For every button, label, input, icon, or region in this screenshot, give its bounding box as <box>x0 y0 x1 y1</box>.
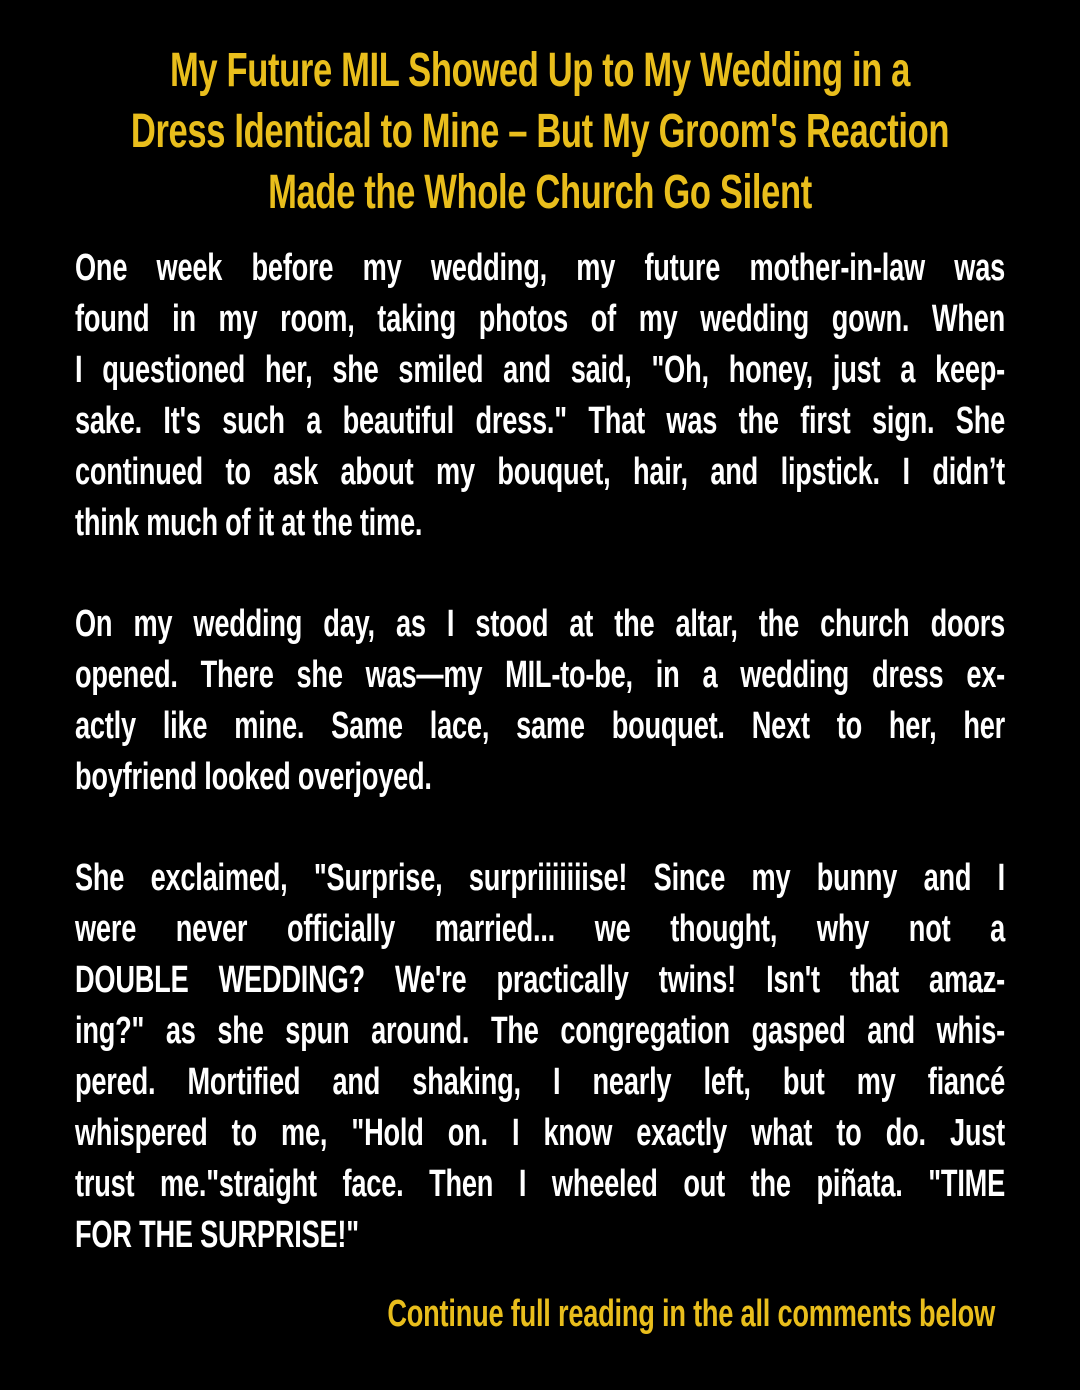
text-line: FOR THE SURPRISE!" <box>75 1214 359 1256</box>
story-paragraph-1 <box>75 243 1005 549</box>
text-line: sake. It's such a beautiful dress." That was the first sign. She <box>75 400 1006 442</box>
story-body <box>75 243 1005 1340</box>
text-line: trust me."straight face. Then I wheeled out the piñata. "TIME <box>75 1163 1006 1205</box>
text-line: think much of it at the time. <box>75 502 423 544</box>
page-title <box>0 40 1080 223</box>
text-line: boyfriend looked overjoyed. <box>75 756 432 798</box>
text-line: I questioned her, she smiled and said, "Oh, honey, just a keep- <box>75 349 1006 391</box>
text-line: DOUBLE WEDDING? We're practically twins! Isn't that amaz- <box>75 959 1006 1001</box>
text-line: whispered to me, "Hold on. I know exactly what to do. Just <box>75 1112 1006 1154</box>
text-line: pered. Mortified and shaking, I nearly left, but my fiancé <box>75 1061 1006 1103</box>
text-line: Made the Whole Church Go Silent <box>268 166 812 219</box>
story-paragraph-2 <box>75 599 1005 803</box>
text-line: She exclaimed, "Surprise, surpriiiiiiise! Since my bunny and I <box>75 857 1006 899</box>
continue-reading-cta: Continue full reading in the all comments below <box>387 1293 996 1335</box>
text-line: opened. There she was—my MIL-to-be, in a wedding dress ex- <box>75 654 1006 696</box>
text-line: actly like mine. Same lace, same bouquet. Next to her, her <box>75 705 1006 747</box>
text-line: My Future MIL Showed Up to My Wedding in a <box>169 44 911 97</box>
text-line: continued to ask about my bouquet, hair, and lipstick. I didn’t <box>75 451 1006 493</box>
story-paragraph-3 <box>75 853 1005 1261</box>
story-post-image <box>0 40 1080 1390</box>
text-line: found in my room, taking photos of my wedding gown. When <box>75 298 1006 340</box>
text-line: were never officially married... we thought, why not a <box>75 908 1006 950</box>
text-line: ing?" as she spun around. The congregation gasped and whis- <box>75 1010 1006 1052</box>
text-line: Dress Identical to Mine – But My Groom's Reaction <box>130 105 950 158</box>
text-line: One week before my wedding, my future mother-in-law was <box>75 247 1006 289</box>
text-line: On my wedding day, as I stood at the altar, the church doors <box>75 603 1006 645</box>
title-text <box>0 40 1080 223</box>
